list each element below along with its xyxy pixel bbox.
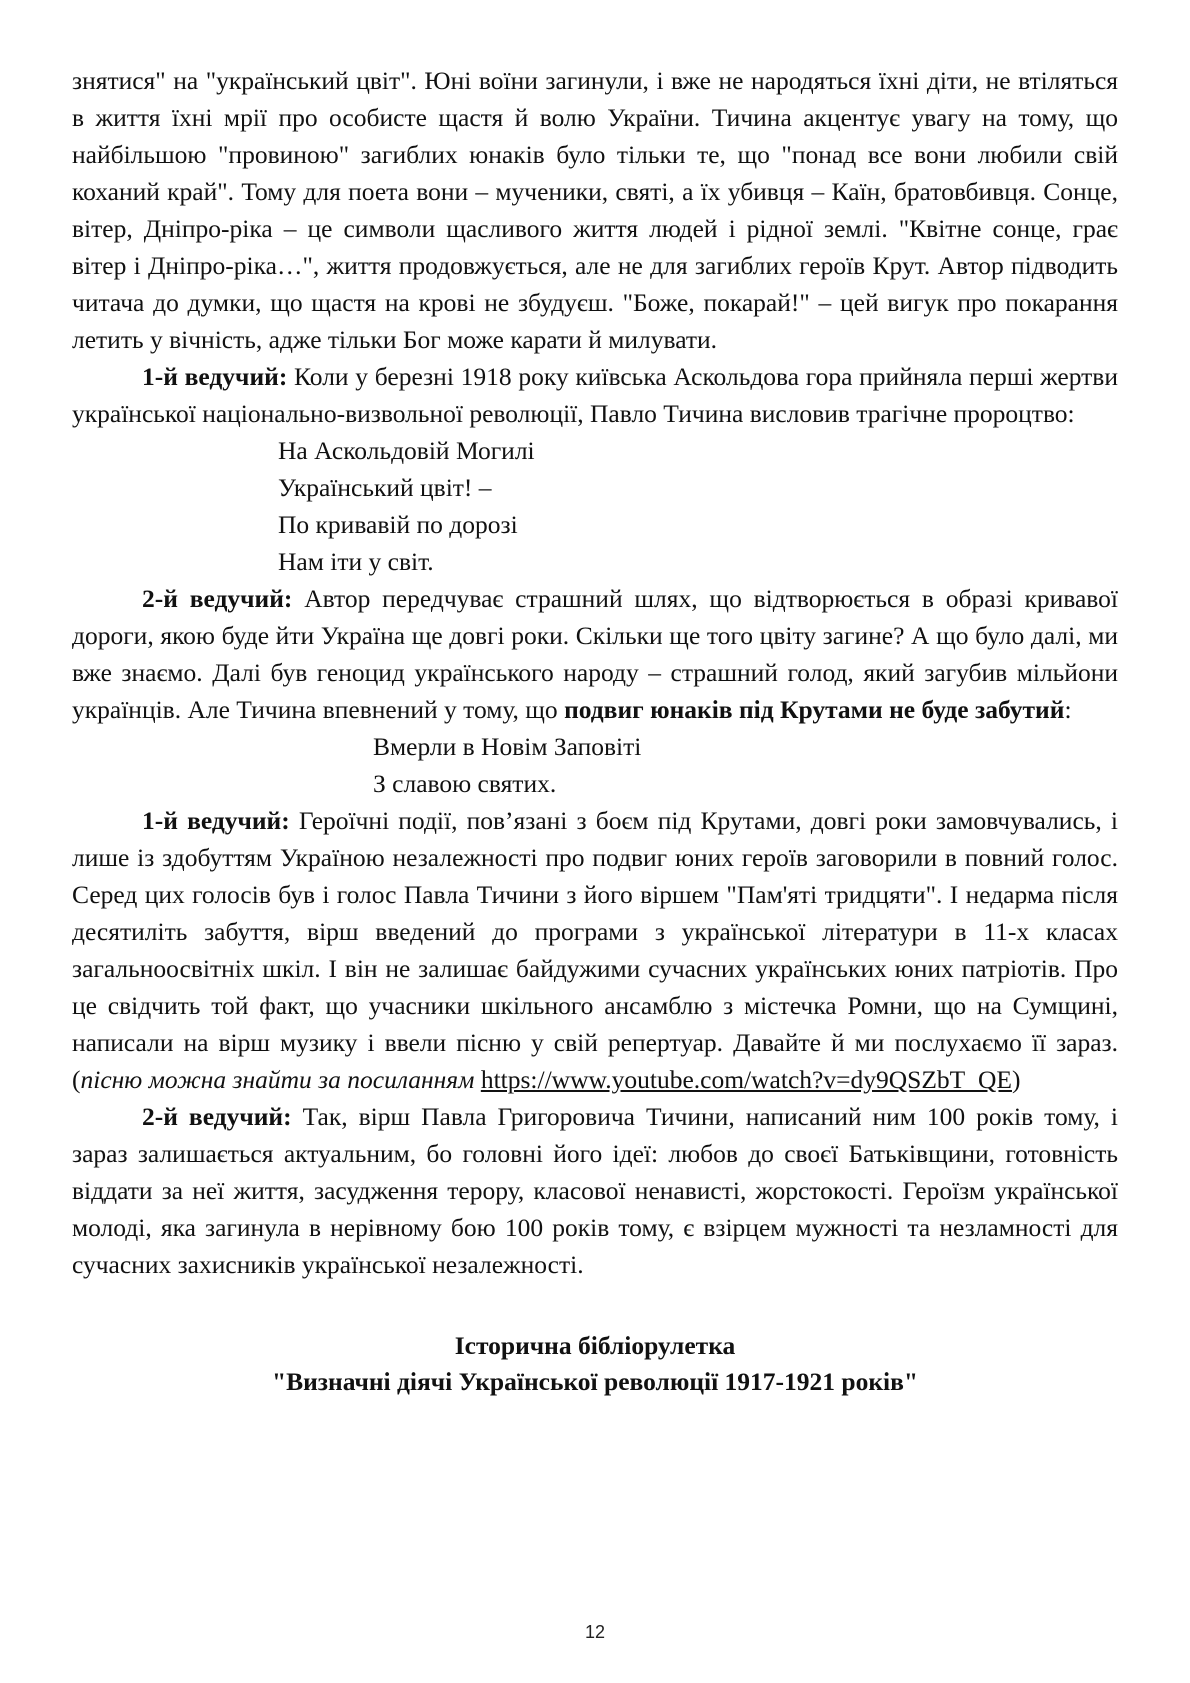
emphasis-text: подвиг юнаків під Крутами не буде забутий bbox=[564, 695, 1065, 724]
document-page bbox=[72, 62, 1118, 1400]
poem-line: На Аскольдовій Могилі bbox=[278, 436, 535, 465]
speaker-label: 1-й ведучий: bbox=[142, 806, 290, 835]
section-heading: Історична бібліорулетка bbox=[454, 1331, 736, 1360]
youtube-link[interactable]: https://www.youtube.com/watch?v=dy9QSZbT_QE bbox=[480, 1065, 1012, 1094]
poem-line: Український цвіт! – bbox=[278, 473, 492, 502]
italic-note: пісню можна знайти за посиланням bbox=[80, 1065, 475, 1094]
page-number: 12 bbox=[584, 1622, 606, 1642]
paragraph-4 bbox=[72, 802, 1118, 1098]
poem-line: По кривавій по дорозі bbox=[278, 510, 518, 539]
paragraph-text: Так, вірш Павла Григоровича Тичини, написаний ним 100 років тому, і зараз залишається актуальним, бо головні його ідеї: любов до своєї Батьківщини, готовність віддати за неї життя, засудження терору, класової ненависті, жорстокості. Героїзм української молоді, яка загинула в нерівному бою 100 років тому, є взірцем мужності та незламності для сучасних захисників української незалежності. bbox=[72, 1102, 1118, 1279]
paragraph-3 bbox=[72, 580, 1118, 728]
poem-line: Нам іти у світ. bbox=[278, 547, 434, 576]
paragraph-text: Автор передчуває страшний шлях, що відтворюється в образі кривавої дороги, якою буде йти Україна ще довгі роки. Скільки ще того цвіту загине? А що було далі, ми вже знаємо. Далі був геноцид українського народу – страшний голод, який загубив мільйони українців. Але Тичина впевнений у тому, що bbox=[72, 584, 1118, 724]
speaker-label: 2-й ведучий: bbox=[142, 1102, 292, 1131]
speaker-label: 1-й ведучий: bbox=[142, 362, 288, 391]
speaker-label: 2-й ведучий: bbox=[142, 584, 293, 613]
punctuation: : bbox=[1064, 695, 1072, 724]
paragraph-text: Коли у березні 1918 року київська Аскольдова гора прийняла перші жертви української національно-визвольної революції, Павло Тичина висловив трагічне пророцтво: bbox=[72, 362, 1118, 428]
spacer bbox=[72, 1283, 1118, 1320]
poem-line: З славою святих. bbox=[373, 769, 557, 798]
poem-2 bbox=[72, 728, 1118, 802]
poem-line: Вмерли в Новім Заповіті bbox=[373, 732, 642, 761]
paragraph-1 bbox=[72, 62, 1118, 358]
paragraph-text: знятися" на "український цвіт". Юні воїни загинули, і вже не народяться їхні діти, не втіляться в життя їхні мрії про особисте щастя й волю України. Тичина акцентує увагу на тому, що найбільшою "провиною" загиблих юнаків було тільки те, що "понад все вони любили свій коханий край". Тому для поета вони – мученики, святі, а їх убивця – Каїн, братовбивця. Сонце, вітер, Дніпро-ріка – це символи щасливого життя людей і рідної землі. "Квітне сонце, грає вітер і Дніпро-ріка…", життя продовжується, але не для загиблих героїв Крут. Автор підводить читача до думки, що щастя на крові не збудуєш. "Боже, покарай!" – цей вигук про покарання летить у вічність, адже тільки Бог може карати й милувати. bbox=[72, 66, 1118, 354]
section-subheading: "Визначні діячі Української революції 1917-1921 років" bbox=[271, 1367, 919, 1396]
paragraph-2 bbox=[72, 358, 1118, 432]
paragraph-5 bbox=[72, 1098, 1118, 1283]
paragraph-text: Героїчні події, пов’язані з боєм під Крутами, довгі роки замовчувались, і лише із здобуттям Україною незалежності про подвиг юних героїв заговорили в повний голос. Серед цих голосів був і голос Павла Тичини з його віршем "Пам'яті тридцяти". І недарма після десятиліть забуття, вірш введений до програми з української літератури в 11-х класах загальноосвітніх шкіл. І він не залишає байдужими сучасних українських юних патріотів. Про це свідчить той факт, що учасники шкільного ансамблю з містечка Ромни, що на Сумщині, написали на вірш музику і ввели пісню у свій репертуар. Давайте й ми послухаємо її зараз. ( bbox=[72, 806, 1118, 1094]
poem-1 bbox=[72, 432, 1118, 580]
closing-parenthesis: ) bbox=[1011, 1065, 1021, 1094]
